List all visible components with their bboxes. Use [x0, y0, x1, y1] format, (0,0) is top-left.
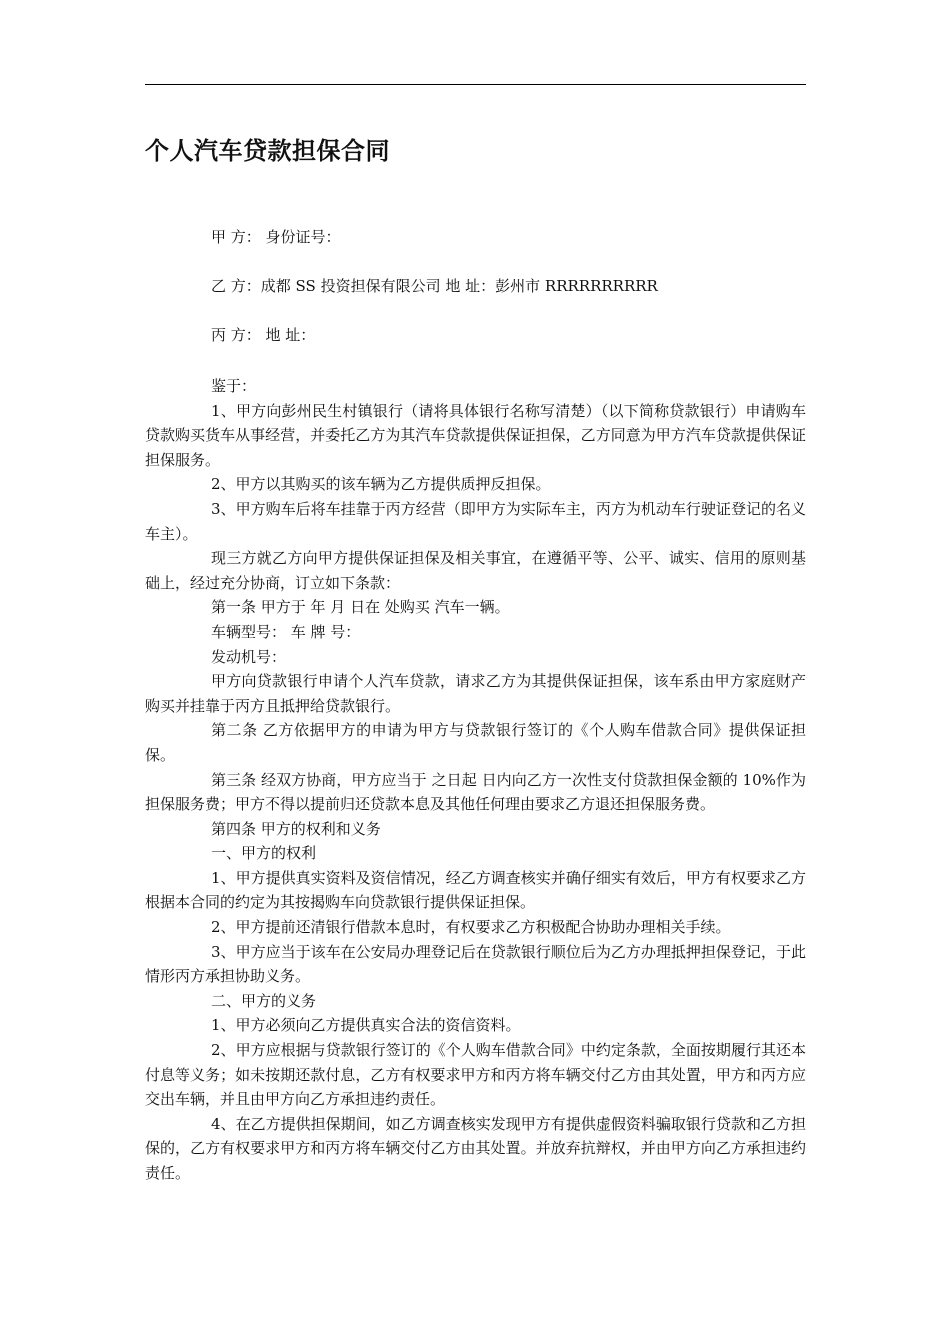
article-1-detail: 甲方向贷款银行申请个人汽车贷款，请求乙方为其提供保证担保，该车系由甲方家庭财产购买并挂靠于丙方且抵押给贷款银行。 [145, 672, 806, 715]
recital-3: 3、甲方购车后将车挂靠于丙方经营（即甲方为实际车主，丙方为机动车行驶证登记的名义车主）。 [145, 499, 806, 543]
obligation-2: 2、甲方应根据与贷款银行签订的《个人购车借款合同》中约定条款，全面按期履行其还本付息等义务；如未按期还款付息，乙方有权要求甲方和丙方将车辆交付乙方由其处置，甲方和丙方应交出车辆，并且由甲方向乙方承担违约责任。 [145, 1041, 806, 1109]
article-4-heading: 第四条 甲方的权利和义务 [211, 819, 381, 838]
recital-2: 2、甲方以其购买的该车辆为乙方提供质押反担保。 [211, 475, 551, 494]
party-c-line: 丙 方： 地 址： [211, 326, 316, 344]
article-2: 第二条 乙方依据甲方的申请为甲方与贷款银行签订的《个人购车借款合同》提供保证担保。 [145, 721, 806, 764]
rights-heading: 一、甲方的权利 [211, 844, 317, 863]
recital-1: 1、甲方向彭州民生村镇银行（请将具体银行名称写清楚）（以下简称贷款银行）申请购车贷款购买货车从事经营，并委托乙方为其汽车贷款提供保证担保，乙方同意为甲方汽车贷款提供保证担保服务。 [145, 401, 806, 469]
engine-number-line: 发动机号： [211, 647, 287, 666]
right-1: 1、甲方提供真实资料及资信情况，经乙方调查核实并确仔细实有效后，甲方有权要求乙方根据本合同的约定为其按揭购车向贷款银行提供保证担保。 [145, 868, 806, 912]
right-3: 3、甲方应当于该车在公安局办理登记后在贷款银行顺位后为乙方办理抵押担保登记，于此情形丙方承担协助义务。 [145, 942, 806, 986]
obligation-1: 1、甲方必须向乙方提供真实合法的资信资料。 [211, 1016, 521, 1035]
contract-title: 个人汽车贷款担保合同 [145, 137, 390, 165]
vehicle-model-line: 车辆型号： 车 牌 号： [211, 622, 361, 641]
contract-body [145, 374, 806, 1186]
agreement-intro: 现三方就乙方向甲方提供保证担保及相关事宜，在遵循平等、公平、诚实、信用的原则基础上，经过充分协商，订立如下条款： [145, 549, 806, 592]
obligations-heading: 二、甲方的义务 [211, 991, 317, 1010]
article-3: 第三条 经双方协商，甲方应当于 之日起 日内向乙方一次性支付贷款担保金额的 10%作为担保服务费；甲方不得以提前归还贷款本息及其他任何理由要求乙方退还担保服务费。 [145, 770, 806, 814]
obligation-4: 4、在乙方提供担保期间，如乙方调查核实发现甲方有提供虚假资料骗取银行贷款和乙方担保的，乙方有权要求甲方和丙方将车辆交付乙方由其处置。并放弃抗辩权，并由甲方向乙方承担违约责任。 [145, 1114, 806, 1182]
right-2: 2、甲方提前还清银行借款本息时，有权要求乙方积极配合协助办理相关手续。 [211, 918, 731, 937]
header-rule [145, 84, 806, 85]
party-b-line: 乙 方：成都 SS 投资担保有限公司 地 址：彭州市 RRRRRRRRRR [211, 277, 658, 295]
article-1: 第一条 甲方于 年 月 日在 处购买 汽车一辆。 [211, 598, 510, 617]
party-a-line: 甲 方： 身份证号： [211, 228, 341, 246]
recital-heading: 鉴于： [211, 377, 257, 395]
